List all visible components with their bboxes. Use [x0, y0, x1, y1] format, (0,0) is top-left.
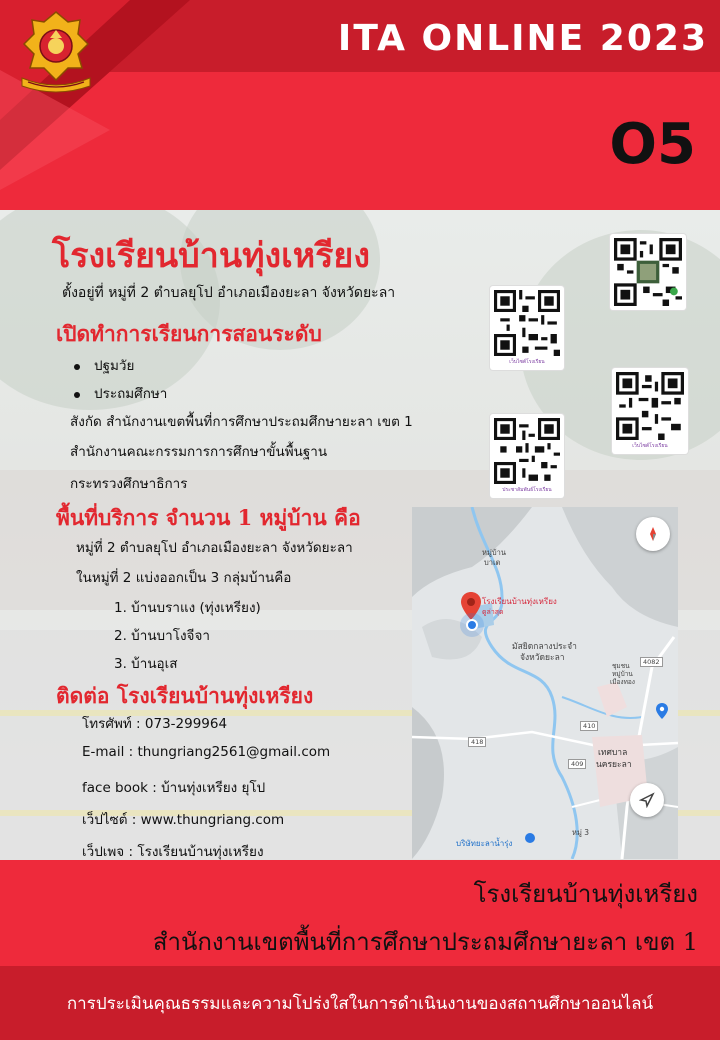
map-label: เทศบาล — [598, 748, 628, 758]
school-name-heading: โรงเรียนบ้านทุ่งเหรียง — [52, 236, 370, 276]
footer-office-name: สำนักงานเขตพื้นที่การศึกษาประถมศึกษายะลา เขต 1 — [152, 928, 698, 956]
map-poi-icon[interactable] — [656, 703, 668, 719]
contact-website[interactable]: เว็ปไซต์ : www.thungriang.com — [82, 812, 285, 828]
map-label: หมู่บ้าน — [482, 548, 506, 557]
service-area-heading: พื้นที่บริการ จำนวน 1 หมู่บ้าน คือ — [56, 505, 361, 530]
qr-caption: ประชาสัมพันธ์โรงเรียน — [502, 487, 552, 493]
document-number: O5 — [609, 112, 696, 177]
qr-code-website-2[interactable] — [612, 368, 688, 454]
map-poi-icon[interactable] — [525, 833, 535, 843]
map-label: หมู่ 3 — [572, 828, 590, 837]
ita-title: ITA ONLINE 2023 — [337, 18, 708, 59]
education-heading: เปิดทำการเรียนการสอนระดับ — [56, 321, 322, 346]
village-group: 1. บ้านบราแง (ทุ่งเหรียง) — [114, 600, 261, 616]
affiliation-line: สำนักงานคณะกรรมการการศึกษาขั้นพื้นฐาน — [70, 444, 328, 460]
current-location-icon — [466, 619, 478, 631]
map-label: นครยะลา — [596, 760, 632, 770]
road-shield: 409 — [568, 759, 586, 769]
map-label: เมืองทอง — [610, 678, 635, 686]
education-level: ประถมศึกษา — [94, 386, 168, 402]
qr-code-icon — [614, 238, 682, 306]
map-pin-label: โรงเรียนบ้านทุ่งเหรียง — [482, 597, 557, 606]
location-pin-icon[interactable] — [460, 591, 482, 621]
footer-banner — [0, 860, 720, 966]
service-area-line: ในหมู่ที่ 2 แบ่งออกเป็น 3 กลุ่มบ้านคือ — [76, 570, 292, 586]
qr-code-school[interactable] — [610, 234, 686, 310]
map-label: บริษัทยะลาน้ำรุ่ง — [456, 839, 513, 848]
map-label: บาเต — [484, 558, 501, 567]
map-label: มัสยิดกลางประจำ — [512, 642, 577, 652]
road-shield: 4082 — [640, 657, 663, 667]
obec-logo-icon — [16, 8, 96, 94]
road-shield: 418 — [468, 737, 486, 747]
qr-caption: เว็บไซต์โรงเรียน — [632, 443, 668, 449]
map-label: จังหวัดยะลา — [520, 653, 565, 663]
header-banner — [0, 0, 720, 210]
compass-icon[interactable] — [636, 517, 670, 551]
road-shield: 410 — [580, 721, 598, 731]
contact-phone: โทรศัพท์ : 073-299964 — [82, 716, 228, 732]
affiliation-line: สังกัด สำนักงานเขตพื้นที่การศึกษาประถมศึกษายะลา เขต 1 — [70, 414, 413, 430]
bullet-icon — [74, 364, 80, 370]
affiliation-line: กระทรวงศึกษาธิการ — [70, 476, 188, 492]
qr-caption: เว็บไซต์โรงเรียน — [509, 359, 545, 365]
qr-code-website[interactable] — [490, 286, 564, 370]
map-label: ชุมชน — [612, 662, 630, 670]
map-pin-sublabel: ดูล่าสุด — [482, 608, 504, 616]
village-group: 3. บ้านอุเส — [114, 656, 178, 672]
navigate-icon[interactable] — [630, 783, 664, 817]
contact-email[interactable]: E-mail : thungriang2561@gmail.com — [82, 744, 331, 760]
contact-heading: ติดต่อ โรงเรียนบ้านทุ่งเหรียง — [56, 683, 314, 708]
qr-code-pr[interactable] — [490, 414, 564, 498]
education-level: ปฐมวัย — [94, 358, 135, 374]
footer-school-name: โรงเรียนบ้านทุ่งเหรียง — [473, 880, 698, 908]
map-label: หมู่บ้าน — [612, 670, 633, 678]
school-address: ตั้งอยู่ที่ หมู่ที่ 2 ตำบลยุโป อำเภอเมืองยะลา จังหวัดยะลา — [62, 285, 396, 301]
footer-tagline: การประเมินคุณธรรมและความโปร่งใสในการดำเนินงานของสถานศึกษาออนไลน์ — [66, 994, 654, 1014]
location-map[interactable] — [412, 507, 678, 859]
qr-code-icon — [494, 418, 560, 484]
qr-code-icon — [494, 290, 560, 356]
contact-facebook[interactable]: face book : บ้านทุ่งเหรียง ยุโป — [82, 780, 266, 796]
qr-code-icon — [616, 372, 684, 440]
footer-tagline-bar — [0, 966, 720, 1040]
contact-webpage[interactable]: เว็ปเพจ : โรงเรียนบ้านทุ่งเหรียง — [82, 844, 264, 860]
village-group: 2. บ้านบาโงจีจา — [114, 628, 210, 644]
bullet-icon — [74, 392, 80, 398]
content-area — [0, 210, 720, 860]
service-area-line: หมู่ที่ 2 ตำบลยุโป อำเภอเมืองยะลา จังหวัดยะลา — [76, 540, 353, 556]
